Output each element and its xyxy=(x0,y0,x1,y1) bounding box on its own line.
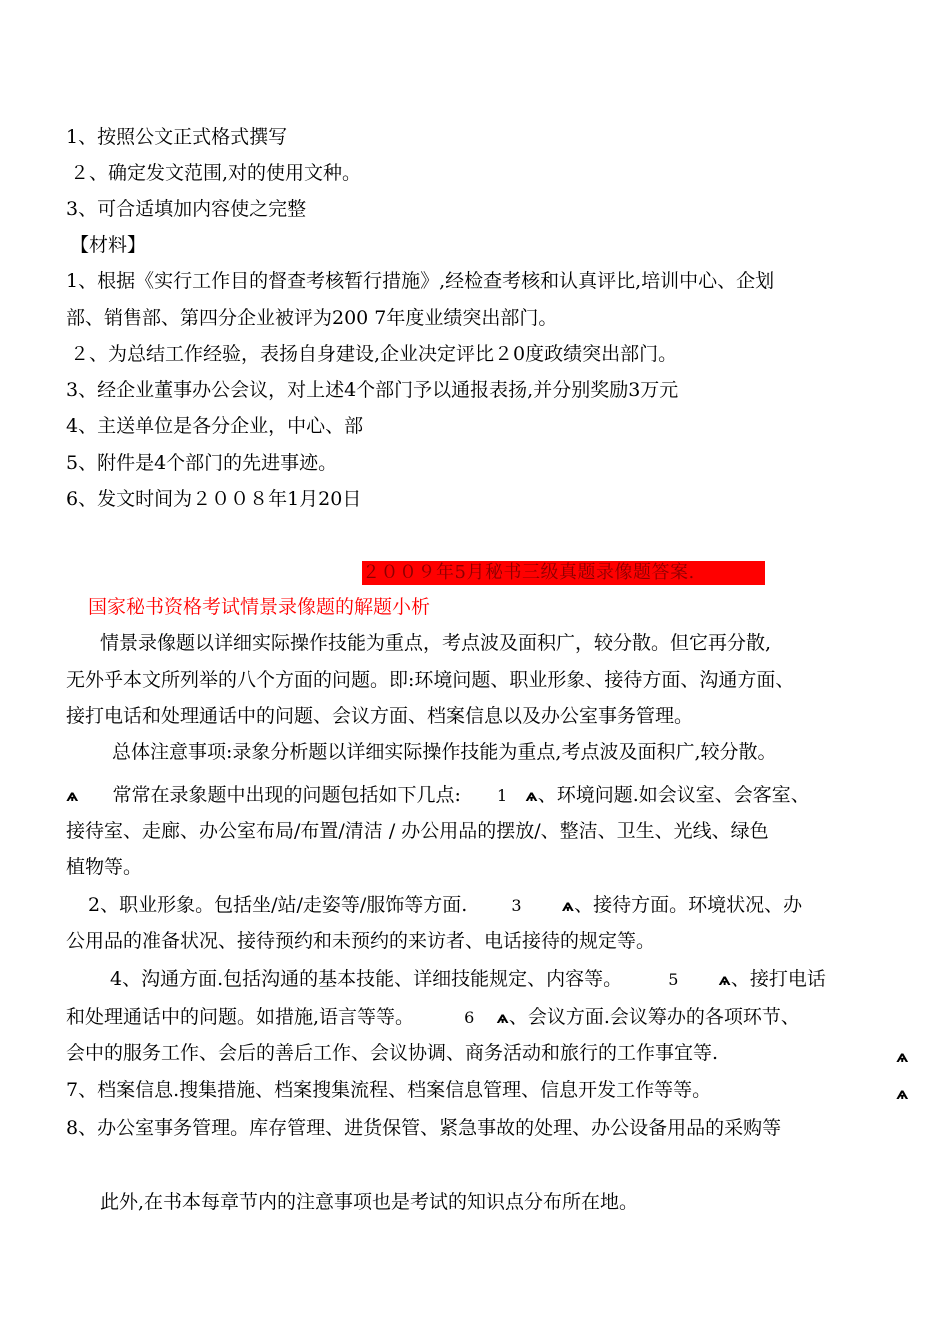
para2-line-4-rest: 、接待方面。环境状况、办 xyxy=(574,894,803,916)
para2-line-6 xyxy=(110,966,826,993)
para2-line-7-rest: 、会议方面.会议筹办的各项环节、 xyxy=(508,1006,800,1028)
material-item-3: 3、经企业董事办公会议，对上述4个部门予以通报表扬,并分别奖励3万元 xyxy=(66,379,679,401)
material-item-1b: 部、销售部、第四分企业被评为200 7年度业绩突出部门。 xyxy=(66,307,558,329)
para2-line-4-text: 2、职业形象。包括坐/站/走姿等/服饰等方面. xyxy=(88,894,468,916)
closing-line: 此外,在书本每章节内的注意事项也是考试的知识点分布所在地。 xyxy=(100,1191,639,1213)
item-number-3: 3 xyxy=(511,896,522,915)
material-item-4: 4、主送单位是各分企业，中心、部 xyxy=(66,415,364,437)
para2-line-4 xyxy=(88,892,802,919)
bullet-glyph: ѧ xyxy=(561,897,575,915)
bullet-glyph: ѧ xyxy=(718,971,731,989)
material-heading: 【材料】 xyxy=(70,234,147,256)
para2-line-10: 8、办公室事务管理。库存管理、进货保管、紧急事故的处理、办公设备用品的采购等 xyxy=(66,1117,782,1139)
para2-line-2: 接待室、走廊、办公室布局/布置/清洁 / 办公用品的摆放/、整洁、卫生、光线、绿色 xyxy=(66,820,769,842)
material-item-2: ２、为总结工作经验，表扬自身建设,企业决定评比２0度政绩突出部门。 xyxy=(70,343,678,365)
requirement-1: 1、按照公文正式格式撰写 xyxy=(66,126,288,148)
para1-line-3: 接打电话和处理通话中的问题、会议方面、档案信息以及办公室事务管理。 xyxy=(66,705,694,727)
para2-line-7-text: 和处理通话中的问题。如措施,语言等等。 xyxy=(66,1006,415,1028)
requirement-3: 3、可合适填加内容使之完整 xyxy=(66,198,307,220)
para2-line-6-text: 4、沟通方面.包括沟通的基本技能、详细技能规定、内容等。 xyxy=(110,968,623,990)
para2-line-1-rest: 、环境问题.如会议室、会客室、 xyxy=(537,784,810,806)
requirement-2: ２、确定发文范围,对的使用文种。 xyxy=(70,162,362,184)
bullet-glyph: ѧ xyxy=(496,1009,509,1027)
bullet-glyph: ѧ xyxy=(896,1085,909,1103)
material-item-1a: 1、根据《实行工作目的督查考核暂行措施》,经检查考核和认真评比,培训中心、企划 xyxy=(66,270,775,292)
bullet-glyph: ѧ xyxy=(896,1048,909,1066)
para2-line-1 xyxy=(66,782,810,809)
bullet-glyph: ѧ xyxy=(525,787,538,805)
para2-intro: 总体注意事项:录象分析题以详细实际操作技能为重点,考点波及面积广,较分散。 xyxy=(112,741,777,763)
highlighted-heading: ２００９年5月秘书三级真题录像题答案. xyxy=(362,561,765,585)
para2-line-7 xyxy=(66,1004,800,1031)
para2-line-9: 7、档案信息.搜集措施、档案搜集流程、档案信息管理、信息开发工作等等。 xyxy=(66,1079,712,1101)
para2-line-6-rest: 、接打电话 xyxy=(730,968,826,990)
para2-line-3: 植物等。 xyxy=(66,856,143,878)
item-number-5: 5 xyxy=(668,970,679,989)
para2-line-5: 公用品的准备状况、接待预约和未预约的来访者、电话接待的规定等。 xyxy=(66,930,656,952)
material-item-5: 5、附件是4个部门的先进事迹。 xyxy=(66,452,338,474)
material-item-6: 6、发文时间为２００８年1月20日 xyxy=(66,488,362,510)
para2-line-8: 会中的服务工作、会后的善后工作、会议协调、商务活动和旅行的工作事宜等. xyxy=(66,1042,719,1064)
item-number-6: 6 xyxy=(464,1008,475,1027)
para1-line-1: 情景录像题以详细实际操作技能为重点，考点波及面积广，较分散。但它再分散, xyxy=(100,632,772,654)
para1-line-2: 无外乎本文所列举的八个方面的问题。即:环境问题、职业形象、接待方面、沟通方面、 xyxy=(66,669,795,691)
item-number-1: 1 xyxy=(496,786,508,805)
bullet-glyph: ѧ xyxy=(66,787,79,805)
section-title: 国家秘书资格考试情景录像题的解题小析 xyxy=(88,596,431,618)
para2-line-1-text: 常常在录象题中出现的问题包括如下几点: xyxy=(112,784,461,806)
